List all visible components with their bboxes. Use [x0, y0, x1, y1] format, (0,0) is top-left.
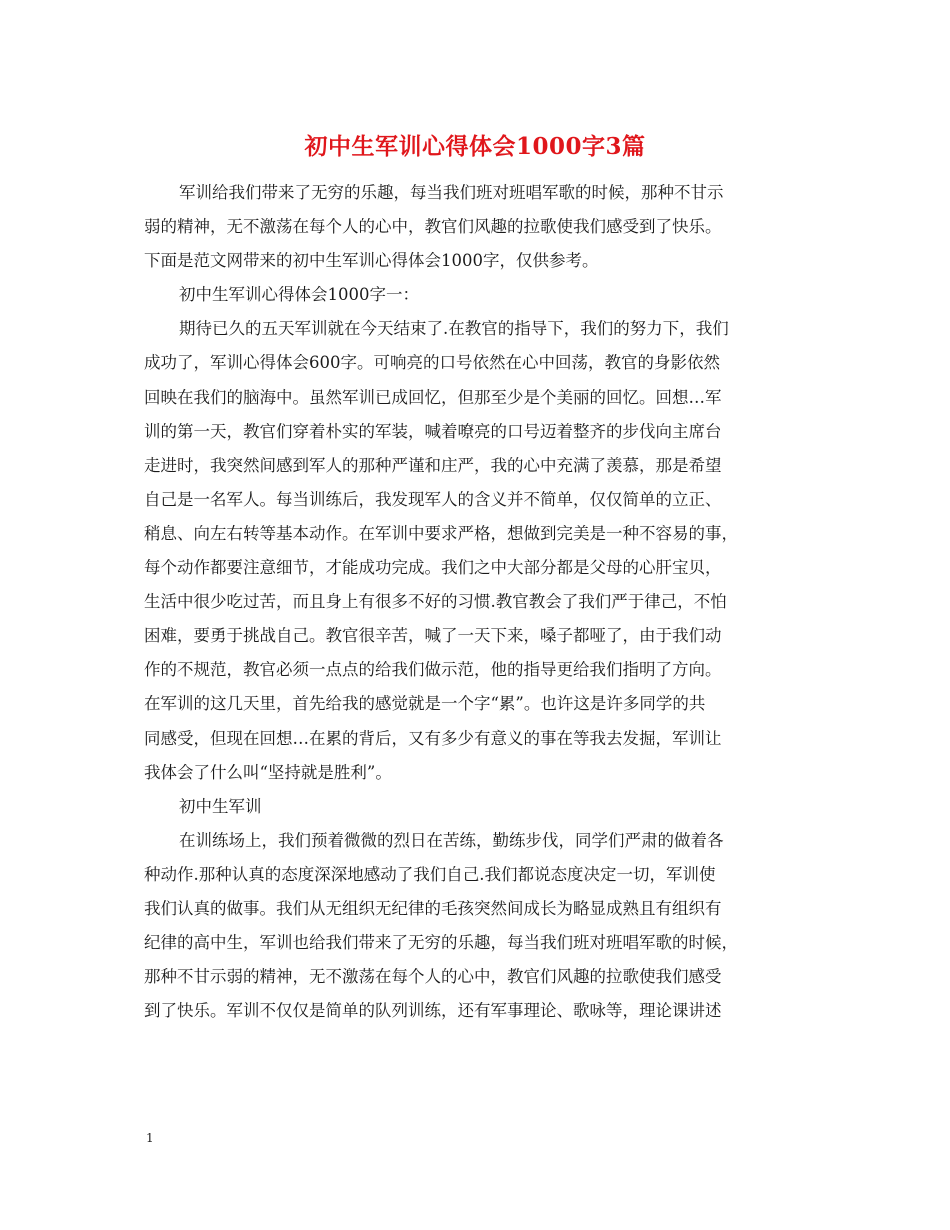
body-line: 走进时，我突然间感到军人的那种严谨和庄严，我的心中充满了羡慕，那是希望	[144, 455, 722, 475]
body-line: 生活中很少吃过苦，而且身上有很多不好的习惯.教官教会了我们严于律己，不怕	[144, 592, 727, 612]
body-line: 困难，要勇于挑战自己。教官很辛苦，喊了一天下来，嗓子都哑了，由于我们动	[144, 626, 722, 646]
body-line: 稍息、向左右转等基本动作。在军训中要求严格，想做到完美是一种不容易的事，	[144, 523, 738, 543]
body-line: 在训练场上，我们预着微微的烈日在苦练，勤练步伐，同学们严肃的做着各	[179, 830, 724, 850]
body-line: 我体会了什么叫“坚持就是胜利”。	[144, 762, 392, 782]
document-body	[144, 176, 816, 1028]
body-line: 纪律的高中生，军训也给我们带来了无穷的乐趣，每当我们班对班唱军歌的时候，	[144, 933, 738, 953]
document-title: 初中生军训心得体会1000字3篇	[304, 133, 646, 160]
body-line: 期待已久的五天军训就在今天结束了.在教官的指导下，我们的努力下，我们	[179, 319, 729, 339]
body-line: 训的第一天，教官们穿着朴实的军装，喊着嘹亮的口号迈着整齐的步伐向主席台	[144, 421, 722, 441]
body-line: 每个动作都要注意细节，才能成功完成。我们之中大部分都是父母的心肝宝贝，	[144, 558, 722, 578]
body-line: 初中生军训	[179, 796, 262, 816]
body-line: 我们认真的做事。我们从无组织无纪律的毛孩突然间成长为略显成熟且有组织有	[144, 898, 722, 918]
body-line: 初中生军训心得体会1000字一：	[179, 285, 419, 305]
body-line: 种动作.那种认真的态度深深地感动了我们自己.我们都说态度决定一切，军训使	[144, 864, 716, 884]
body-line: 到了快乐。军训不仅仅是简单的队列训练，还有军事理论、歌咏等，理论课讲述	[144, 1001, 722, 1021]
body-line: 下面是范文网带来的初中生军训心得体会1000字，仅供参考。	[144, 251, 599, 271]
page-number: 1	[146, 1131, 154, 1145]
body-line: 作的不规范，教官必须一点点的给我们做示范，他的指导更给我们指明了方向。	[144, 660, 722, 680]
body-line: 在军训的这几天里，首先给我的感觉就是一个字“累”。也许这是许多同学的共	[144, 694, 706, 714]
body-line: 同感受，但现在回想…在累的背后，又有多少有意义的事在等我去发掘，军训让	[144, 728, 722, 748]
body-line: 弱的精神，无不激荡在每个人的心中，教官们风趣的拉歌使我们感受到了快乐。	[144, 217, 722, 237]
body-line: 军训给我们带来了无穷的乐趣，每当我们班对班唱军歌的时候，那种不甘示	[179, 183, 724, 202]
body-line: 回映在我们的脑海中。虽然军训已成回忆，但那至少是个美丽的回忆。回想…军	[144, 387, 722, 407]
body-line: 自己是一名军人。每当训练后，我发现军人的含义并不简单，仅仅简单的立正、	[144, 489, 722, 509]
body-line: 成功了，军训心得体会600字。可响亮的口号依然在心中回荡，教官的身影依然	[144, 353, 720, 373]
body-line: 那种不甘示弱的精神，无不激荡在每个人的心中，教官们风趣的拉歌使我们感受	[144, 967, 722, 987]
